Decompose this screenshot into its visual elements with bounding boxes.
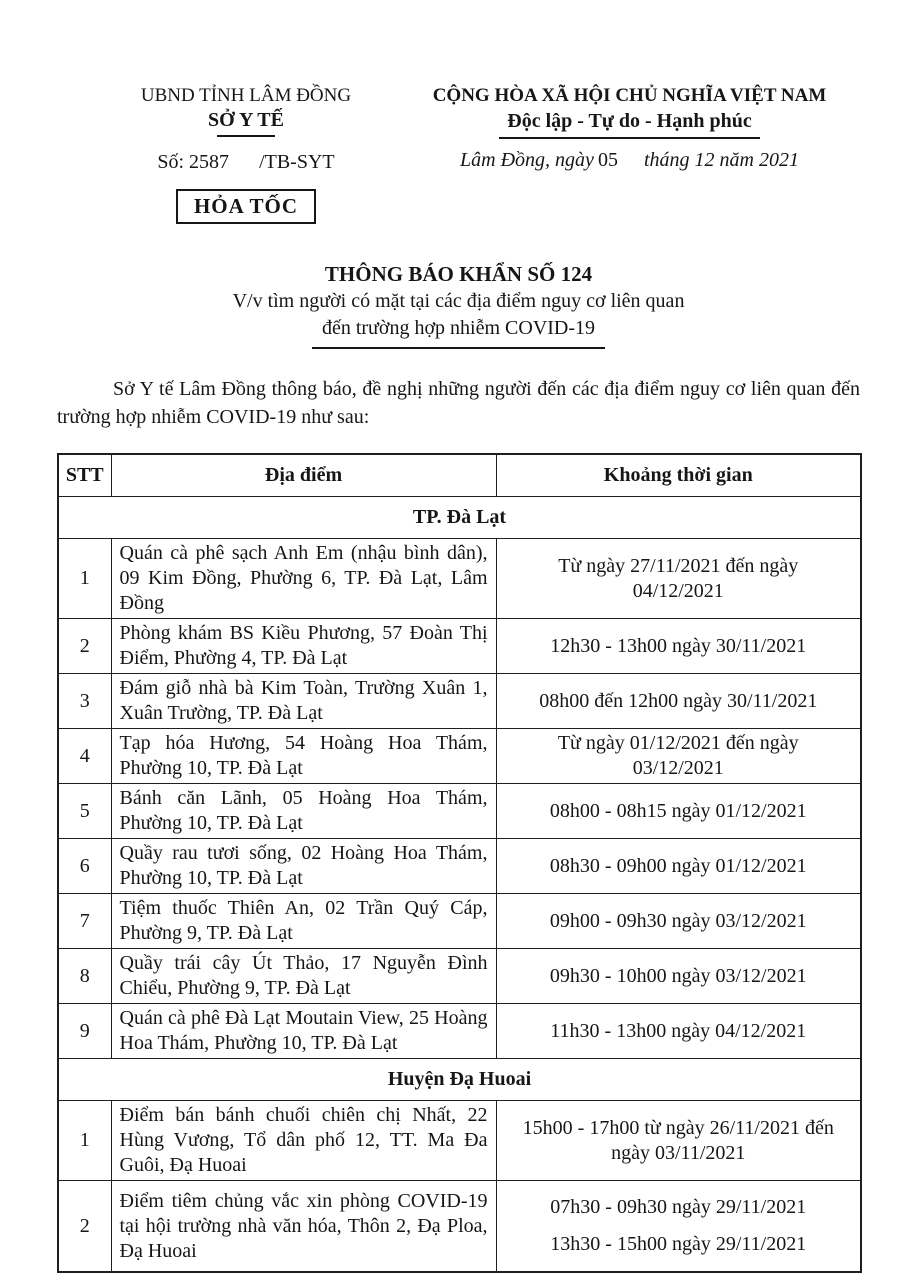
time-entry	[503, 909, 855, 934]
row-time	[496, 619, 861, 674]
table-row	[58, 729, 861, 784]
national-motto-text: Độc lập - Tự do - Hạnh phúc	[499, 110, 759, 139]
time-entry	[503, 731, 855, 781]
table-row	[58, 1004, 861, 1059]
section-header-row	[58, 1059, 861, 1101]
time-line: 09h00 - 09h30 ngày 03/12/2021	[549, 909, 807, 932]
row-time	[496, 539, 861, 619]
time-entry	[503, 689, 855, 714]
title-block	[57, 260, 860, 349]
row-time	[496, 839, 861, 894]
row-place: Đám giỗ nhà bà Kim Toàn, Trường Xuân 1, Xuân Trường, TP. Đà Lạt	[111, 674, 496, 729]
table-row	[58, 894, 861, 949]
time-entry	[503, 799, 855, 824]
table-row	[58, 949, 861, 1004]
row-time	[496, 949, 861, 1004]
time-line: 12h30 - 13h00 ngày 30/11/2021	[550, 634, 807, 657]
table-row	[58, 784, 861, 839]
doc-number-symbol: /TB-SYT	[259, 151, 335, 173]
section-title: TP. Đà Lạt	[58, 497, 861, 539]
place-date-line	[399, 149, 860, 172]
row-time	[496, 1004, 861, 1059]
row-number: 2	[58, 619, 111, 674]
column-header-stt: STT	[58, 454, 111, 497]
time-entry	[503, 854, 855, 879]
org-name: SỞ Y TẾ	[208, 109, 284, 131]
time-entry	[503, 1232, 855, 1257]
row-place: Quầy rau tươi sống, 02 Hoàng Hoa Thám, Phường 10, TP. Đà Lạt	[111, 839, 496, 894]
row-time	[496, 674, 861, 729]
column-header-place: Địa điểm	[111, 454, 496, 497]
time-entry	[503, 1116, 855, 1166]
time-line: 11h30 - 13h00 ngày 04/12/2021	[550, 1019, 807, 1042]
country-name: CỘNG HÒA XÃ HỘI CHỦ NGHĨA VIỆT NAM	[432, 85, 827, 106]
row-number: 5	[58, 784, 111, 839]
table-row	[58, 1181, 861, 1273]
time-line: 03/12/2021	[632, 757, 724, 779]
row-place: Điểm bán bánh chuối chiên chị Nhất, 22 Hùng Vương, Tổ dân phố 12, TT. Ma Đa Guôi, Đạ Huoai	[111, 1101, 496, 1181]
doc-number	[93, 151, 399, 174]
row-time	[496, 1101, 861, 1181]
row-time	[496, 729, 861, 784]
date-place-prefix: Lâm Đồng, ngày	[460, 149, 594, 171]
row-number: 7	[58, 894, 111, 949]
table-row	[58, 674, 861, 729]
time-line: 08h30 - 09h00 ngày 01/12/2021	[549, 854, 807, 877]
time-line: Từ ngày 01/12/2021 đến ngày	[557, 732, 799, 754]
row-place: Bánh căn Lãnh, 05 Hoàng Hoa Thám, Phường 10, TP. Đà Lạt	[111, 784, 496, 839]
row-number: 1	[58, 539, 111, 619]
row-number: 3	[58, 674, 111, 729]
table-row	[58, 539, 861, 619]
row-time	[496, 1181, 861, 1273]
document-subtitle-line2	[57, 315, 860, 349]
time-line: ngày 03/11/2021	[611, 1141, 746, 1164]
locations-table	[57, 453, 862, 1273]
time-line: 08h00 - 08h15 ngày 01/12/2021	[549, 799, 807, 822]
time-entry	[503, 964, 855, 989]
time-entry	[503, 1195, 855, 1220]
table-header-row	[58, 454, 861, 497]
table-row	[58, 839, 861, 894]
row-number: 9	[58, 1004, 111, 1059]
row-number: 1	[58, 1101, 111, 1181]
section-header-row	[58, 497, 861, 539]
national-header-block	[399, 84, 860, 172]
row-place: Quầy trái cây Út Thảo, 17 Nguyễn Đình Chiểu, Phường 9, TP. Đà Lạt	[111, 949, 496, 1004]
row-place: Tạp hóa Hương, 54 Hoàng Hoa Thám, Phường 10, TP. Đà Lạt	[111, 729, 496, 784]
document-subtitle-line1: V/v tìm người có mặt tại các địa điểm nguy cơ liên quan	[232, 290, 685, 312]
time-line: 07h30 - 09h30 ngày 29/11/2021	[550, 1196, 807, 1218]
table-head	[58, 454, 861, 497]
doc-number-value: Số: 2587	[157, 151, 230, 173]
row-place: Tiệm thuốc Thiên An, 02 Trần Quý Cáp, Phường 9, TP. Đà Lạt	[111, 894, 496, 949]
table-row	[58, 1101, 861, 1181]
row-time	[496, 894, 861, 949]
section-title: Huyện Đạ Huoai	[58, 1059, 861, 1101]
table-body	[58, 497, 861, 1273]
intro-paragraph: Sở Y tế Lâm Đồng thông báo, đề nghị những người đến các địa điểm nguy cơ liên quan đến trường hợp nhiễm COVID-19 như sau:	[57, 378, 860, 428]
row-place: Phòng khám BS Kiều Phương, 57 Đoàn Thị Điểm, Phường 4, TP. Đà Lạt	[111, 619, 496, 674]
urgent-stamp	[176, 189, 316, 224]
time-line: 04/12/2021	[632, 579, 724, 602]
document-header	[57, 84, 860, 224]
time-line: 08h00 đến 12h00 ngày 30/11/2021	[539, 689, 818, 712]
row-number: 2	[58, 1181, 111, 1273]
issuing-org-block	[93, 84, 399, 224]
national-motto	[399, 110, 860, 139]
time-entry	[503, 634, 855, 659]
table-row	[58, 619, 861, 674]
urgent-stamp-label: HỎA TỐC	[193, 194, 299, 218]
row-time	[496, 784, 861, 839]
row-place: Điểm tiêm chủng vắc xin phòng COVID-19 tại hội trường nhà văn hóa, Thôn 2, Đạ Ploa, Đạ Huoai	[111, 1181, 496, 1273]
column-header-time: Khoảng thời gian	[496, 454, 861, 497]
time-line: 15h00 - 17h00 từ ngày 26/11/2021 đến	[522, 1116, 834, 1139]
date-day: 05	[597, 149, 618, 171]
time-line: Từ ngày 27/11/2021 đến ngày	[558, 554, 799, 577]
row-place: Quán cà phê Đà Lạt Moutain View, 25 Hoàng Hoa Thám, Phường 10, TP. Đà Lạt	[111, 1004, 496, 1059]
document-subtitle-line2-text: đến trường hợp nhiễm COVID-19	[312, 315, 605, 349]
org-underline	[217, 135, 275, 137]
org-parent-name: UBND TỈNH LÂM ĐỒNG	[140, 85, 352, 106]
time-line: 09h30 - 10h00 ngày 03/12/2021	[549, 964, 807, 987]
time-entry	[503, 554, 855, 604]
time-entry	[503, 1019, 855, 1044]
row-place: Quán cà phê sạch Anh Em (nhậu bình dân), 09 Kim Đồng, Phường 6, TP. Đà Lạt, Lâm Đồng	[111, 539, 496, 619]
time-line: 13h30 - 15h00 ngày 29/11/2021	[550, 1233, 807, 1255]
row-number: 4	[58, 729, 111, 784]
row-number: 8	[58, 949, 111, 1004]
row-number: 6	[58, 839, 111, 894]
document-title: THÔNG BÁO KHẨN SỐ 124	[324, 262, 593, 286]
date-suffix: tháng 12 năm 2021	[643, 149, 799, 171]
